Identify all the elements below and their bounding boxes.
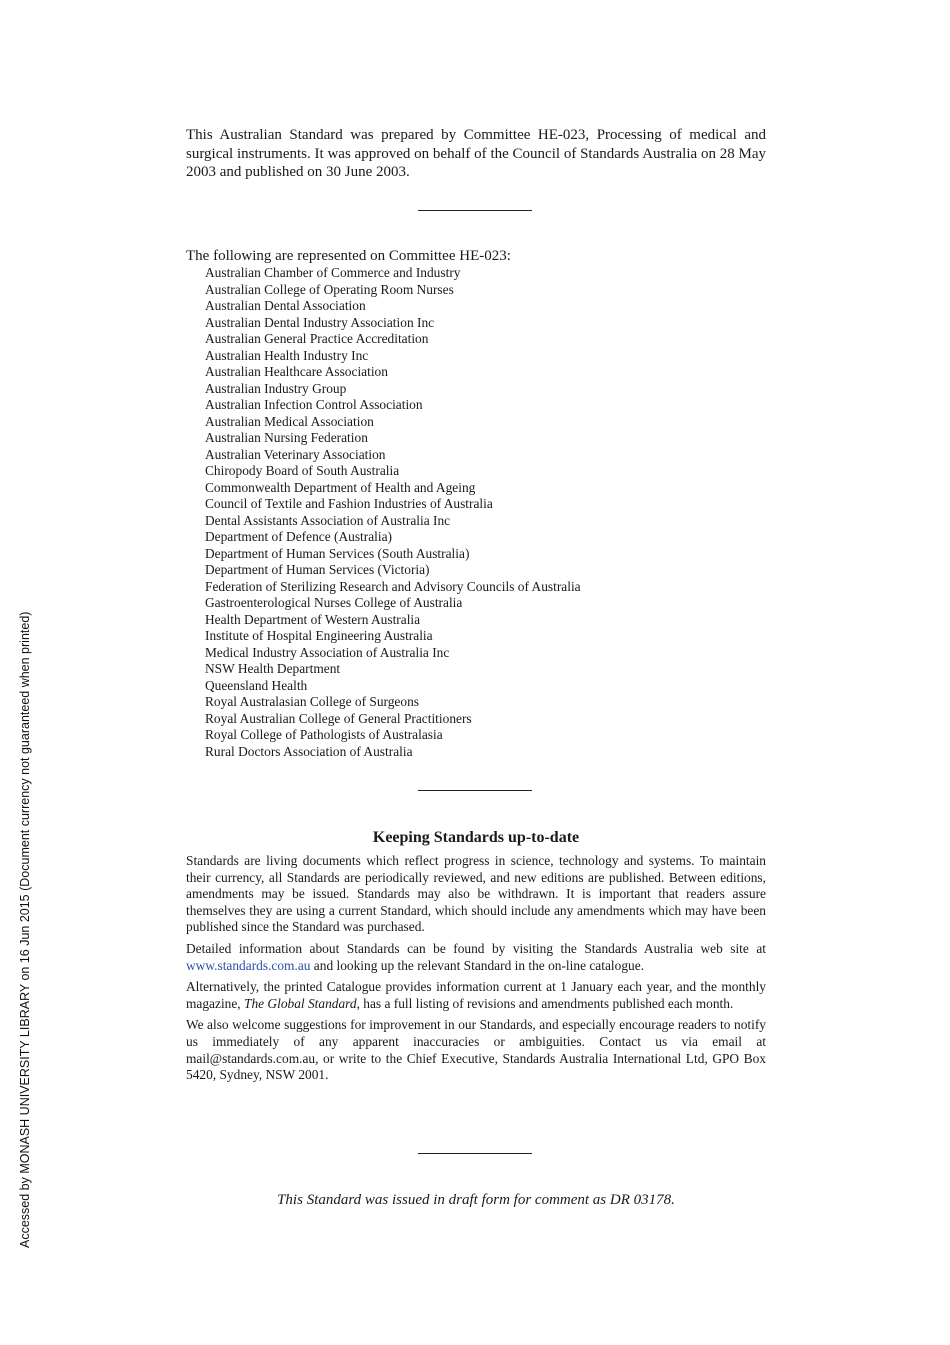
organization-item: Australian College of Operating Room Nurses (205, 281, 454, 297)
organization-item: Australian Dental Association (205, 298, 366, 313)
organization-item: Australian Chamber of Commerce and Industry (205, 265, 461, 280)
organization-item: Queensland Health (205, 677, 308, 693)
text: Alternatively, the printed Catalogue provides information current at 1 January each year, and the monthly magazine, (186, 979, 766, 1011)
organization-item: Federation of Sterilizing Research and Advisory Councils of Australia (205, 578, 581, 594)
paragraph: Standards are living documents which reflect progress in science, technology and systems. To maintain their currency, all Standards are periodically reviewed, and new editions are published. Between editions, amendments may be issued. Standards may also be withdrawn. It is important that readers assure themselves they are using a current Standard, which should include any amendments which may have been published since the Standard was purchased. (186, 853, 766, 935)
organization-item: Australian Medical Association (205, 413, 374, 429)
divider-rule (418, 210, 532, 211)
organization-item: Department of Human Services (South Australia) (205, 545, 470, 561)
organization-item: Australian Infection Control Association (205, 397, 423, 412)
section-title: Keeping Standards up-to-date (372, 829, 580, 846)
organization-item: NSW Health Department (205, 661, 341, 676)
organization-item: Chiropody Board of South Australia (205, 463, 400, 478)
intro-paragraph: This Australian Standard was prepared by Committee HE-023, Processing of medical and surgical instruments. It was approved on behalf of the Council of Standards Australia on 28 May 2003 and published on 30 June 2003. (186, 127, 766, 180)
organization-item: Gastroenterological Nurses College of Australia (205, 595, 463, 610)
organization-item: Royal Australian College of General Practitioners (205, 710, 472, 726)
organization-item: Health Department of Western Australia (205, 611, 421, 627)
organization-item: Australian Industry Group (205, 380, 347, 396)
committee-section (186, 247, 766, 760)
organization-item: Institute of Hospital Engineering Australia (205, 628, 433, 643)
paragraph (186, 979, 766, 1012)
organization-item: Commonwealth Department of Health and Ageing (205, 479, 476, 495)
organization-item: Australian Healthcare Association (205, 364, 388, 379)
text: Detailed information about Standards can be found by visiting the Standards Australia web site at (186, 940, 766, 956)
organization-item: Australian Dental Industry Association Inc (205, 314, 435, 330)
website-link[interactable]: www.standards.com.au (186, 957, 311, 973)
organization-item: Department of Defence (Australia) (205, 529, 393, 544)
text: , has a full listing of revisions and amendments published each month. (356, 995, 734, 1011)
draft-note: This Standard was issued in draft form for comment as DR 03178. (277, 1192, 675, 1208)
organization-item: Australian General Practice Accreditation (205, 331, 429, 346)
organization-list (186, 265, 766, 760)
paragraph: We also welcome suggestions for improvement in our Standards, and especially encourage readers to notify us immediately of any apparent inaccuracies or ambiguities. Contact us via email at mail@standards.com.au, or write to the Chief Executive, Standards Australia International Ltd, GPO Box 5420, Sydney, NSW 2001. (186, 1017, 766, 1083)
organization-item: Australian Health Industry Inc (205, 347, 369, 363)
organization-item: Council of Textile and Fashion Industries of Australia (205, 496, 493, 511)
paragraph (186, 941, 766, 974)
organization-item: Department of Human Services (Victoria) (205, 562, 430, 577)
organization-item: Royal College of Pathologists of Australasia (205, 727, 443, 742)
committee-heading: The following are represented on Committee HE-023: (186, 248, 511, 264)
text: and looking up the relevant Standard in the on-line catalogue. (310, 957, 645, 973)
access-stamp: Accessed by MONASH UNIVERSITY LIBRARY on 16 Jun 2015 (Document currency not guaranteed when printed) (18, 611, 32, 1248)
divider-rule (418, 790, 532, 791)
organization-item: Australian Nursing Federation (205, 430, 368, 445)
magazine-title: The Global Standard (244, 995, 357, 1011)
organization-item: Dental Assistants Association of Australia Inc (205, 512, 451, 528)
organization-item: Medical Industry Association of Australia Inc (205, 644, 450, 660)
divider-rule (418, 1153, 532, 1154)
organization-item: Royal Australasian College of Surgeons (205, 694, 419, 709)
organization-item: Rural Doctors Association of Australia (205, 743, 413, 759)
organization-item: Australian Veterinary Association (205, 446, 386, 462)
keeping-section (186, 828, 766, 1089)
